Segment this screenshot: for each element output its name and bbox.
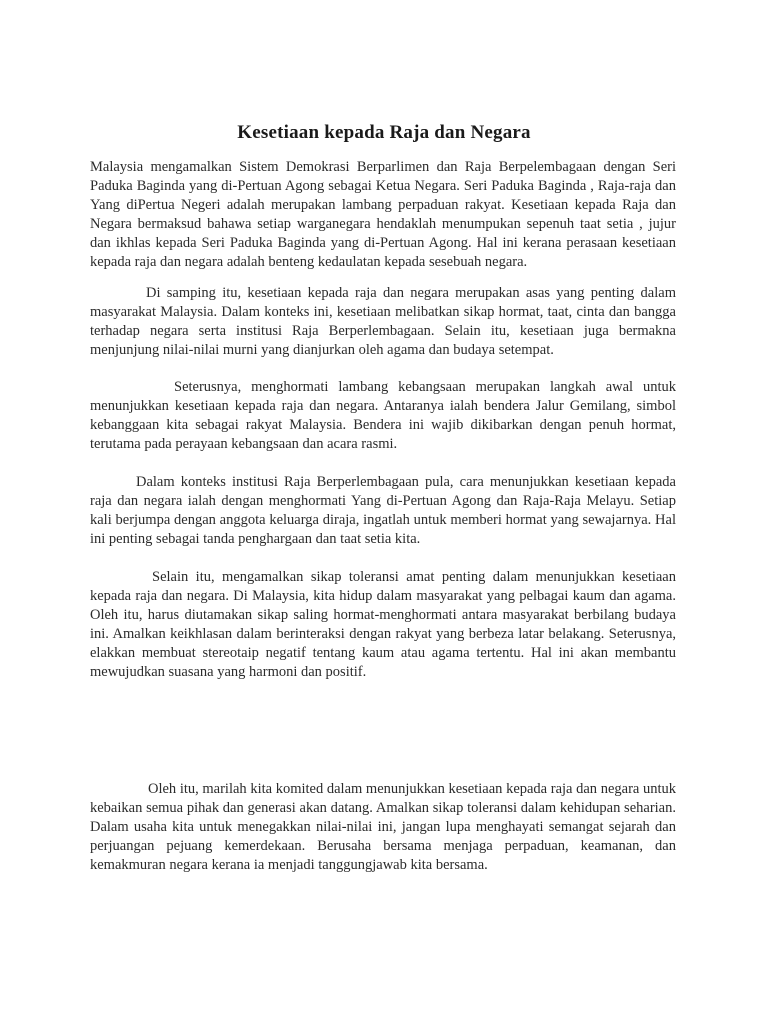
document-title: Kesetiaan kepada Raja dan Negara [237, 122, 531, 143]
paragraph-national-symbols: Seterusnya, menghormati lambang kebangsaan merupakan langkah awal untuk menunjukkan kesetiaan kepada raja dan negara. Antaranya ialah bendera Jalur Gemilang, simbol kebanggaan kita sebagai rakyat Malaysia. Bendera ini wajib dikibarkan dengan penuh hormat, terutama pada perayaan kebangsaan dan acara rasmi. [90, 379, 676, 452]
paragraph-tolerance: Selain itu, mengamalkan sikap toleransi amat penting dalam menunjukkan kesetiaan kepada raja dan negara. Di Malaysia, kita hidup dalam masyarakat yang pelbagai kaum dan agama. Oleh itu, harus diutamakan sikap saling hormat-menghormati antara masyarakat berbilang budaya ini. Amalkan keikhlasan dalam berinteraksi dengan rakyat yang berbeza latar belakang. Seterusnya, elakkan membuat stereotaip negatif tentang kaum atau agama tertentu. Hal ini akan membantu mewujudkan suasana yang harmoni dan positif. [90, 569, 676, 680]
paragraph-introduction: Malaysia mengamalkan Sistem Demokrasi Berparlimen dan Raja Berpelembagaan dengan Seri Paduka Baginda yang di-Pertuan Agong sebagai Ketua Negara. Seri Paduka Baginda , Raja-raja dan Yang diPertua Negeri adalah merupakan lambang perpaduan rakyat. Kesetiaan kepada Raja dan Negara bermaksud bahawa setiap warganegara hendaklah menumpukan sepenuh taat setia , jujur dan ikhlas kepada Seri Paduka Baginda yang di-Pertuan Agong. Hal ini kerana perasaan kesetiaan kepada raja dan negara adalah benteng kedaulatan kepada sesebuah negara. [90, 159, 676, 270]
paragraph-basis: Di samping itu, kesetiaan kepada raja dan negara merupakan asas yang penting dalam masyarakat Malaysia. Dalam konteks ini, kesetiaan melibatkan sikap hormat, taat, cinta dan bangga terhadap negara serta institusi Raja Berperlembagaan. Selain itu, kesetiaan juga bermakna menjunjung nilai-nilai murni yang dianjurkan oleh agama dan budaya setempat. [90, 285, 676, 358]
paragraph-constitutional-monarchy: Dalam konteks institusi Raja Berperlembagaan pula, cara menunjukkan kesetiaan kepada raja dan negara ialah dengan menghormati Yang di-Pertuan Agong dan Raja-Raja Melayu. Setiap kali berjumpa dengan anggota keluarga diraja, ingatlah untuk memberi hormat yang sewajarnya. Hal ini penting sebagai tanda penghargaan dan taat setia kita. [90, 474, 676, 547]
paragraph-conclusion: Oleh itu, marilah kita komited dalam menunjukkan kesetiaan kepada raja dan negara untuk kebaikan semua pihak dan generasi akan datang. Amalkan sikap toleransi dalam kehidupan seharian. Dalam usaha kita untuk menegakkan nilai-nilai ini, jangan lupa menghayati semangat sejarah dan perjuangan pejuang kemerdekaan. Berusaha bersama menjaga perpaduan, keamanan, dan kemakmuran negara kerana ia menjadi tanggungjawab kita bersama. [90, 781, 676, 873]
